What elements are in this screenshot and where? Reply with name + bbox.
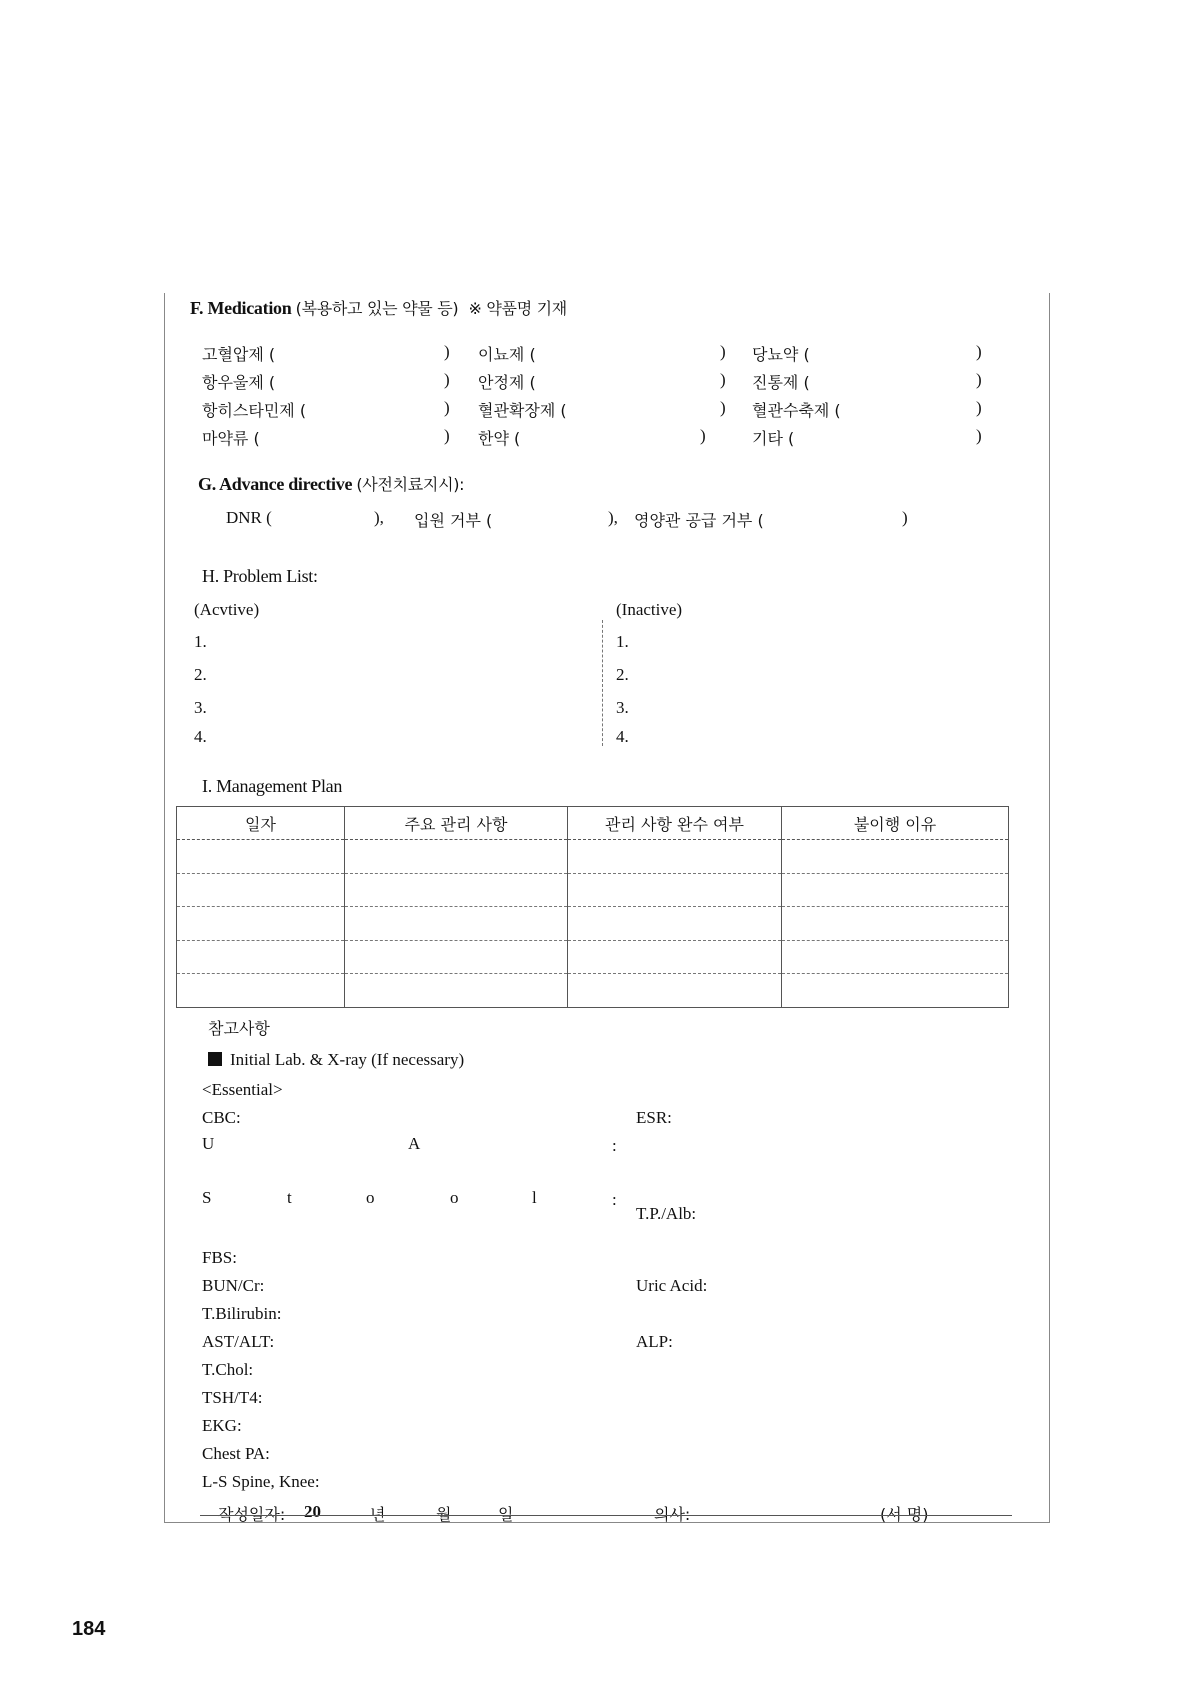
med-close: ) [444, 398, 450, 417]
ls-spine-knee-label: L-S Spine, Knee: [202, 1472, 320, 1491]
table-cell[interactable] [782, 940, 1009, 974]
table-cell[interactable] [568, 840, 782, 874]
ua-letter-u: U [202, 1134, 215, 1153]
table-row [177, 873, 1009, 907]
med-close: ) [700, 426, 706, 445]
table-cell[interactable] [782, 907, 1009, 941]
table-cell[interactable] [177, 873, 345, 907]
active-item-number: 1. [194, 632, 207, 651]
stool-letter: t [287, 1188, 292, 1207]
med-close: ) [720, 398, 726, 417]
doctor-label: 의사: [654, 1505, 691, 1524]
fbs-label: FBS: [202, 1248, 237, 1267]
section-f-heading [190, 296, 567, 319]
table-cell[interactable] [177, 974, 345, 1008]
section-g-subtitle: (사전치료지시): [356, 475, 465, 494]
feeding-refusal-close: ) [902, 508, 908, 527]
stool-letter: l [532, 1188, 537, 1207]
active-label: (Acvtive) [194, 600, 260, 619]
cbc-label: CBC: [202, 1108, 241, 1127]
table-cell[interactable] [568, 974, 782, 1008]
dnr-close: ), [374, 508, 384, 527]
med-close: ) [976, 398, 982, 417]
page-number: 184 [72, 1618, 106, 1640]
med-close: ) [976, 426, 982, 445]
med-item: 항우울제 ( [202, 373, 276, 392]
signature-line [200, 1515, 1012, 1516]
feeding-refusal-label: 영양관 공급 거부 ( [634, 511, 764, 530]
med-close: ) [976, 370, 982, 389]
year-prefix: 20 [304, 1502, 321, 1521]
section-i-title: I. Management Plan [202, 776, 343, 796]
med-close: ) [444, 426, 450, 445]
table-row [177, 974, 1009, 1008]
month-label: 월 [436, 1505, 452, 1524]
table-cell[interactable] [345, 907, 568, 941]
black-square-icon [208, 1052, 222, 1066]
ekg-label: EKG: [202, 1416, 242, 1435]
inactive-item-number: 3. [616, 698, 629, 717]
ua-letter-a: A [408, 1134, 421, 1153]
table-cell[interactable] [568, 940, 782, 974]
t-bilirubin-label: T.Bilirubin: [202, 1304, 282, 1323]
column-header-date: 일자 [177, 807, 345, 840]
med-item: 안정제 ( [478, 373, 536, 392]
stool-colon: : [612, 1190, 617, 1209]
stool-letter: S [202, 1188, 212, 1207]
admission-refusal-label: 입원 거부 ( [414, 511, 493, 530]
active-item-number: 3. [194, 698, 207, 717]
table-cell[interactable] [782, 873, 1009, 907]
med-close: ) [720, 370, 726, 389]
med-item: 이뇨제 ( [478, 345, 536, 364]
active-item-number: 2. [194, 665, 207, 684]
esr-label: ESR: [636, 1108, 672, 1127]
med-close: ) [444, 370, 450, 389]
essential-label: <Essential> [202, 1080, 283, 1099]
med-item: 한약 ( [478, 429, 521, 448]
med-close: ) [976, 342, 982, 361]
section-g-title: G. Advance directive [198, 474, 353, 494]
table-header-row [177, 807, 1009, 840]
inactive-label: (Inactive) [616, 600, 683, 619]
section-g-heading [198, 472, 464, 495]
table-cell[interactable] [345, 873, 568, 907]
med-item: 혈관수축제 ( [752, 401, 841, 420]
table-cell[interactable] [568, 873, 782, 907]
problem-list-divider [602, 620, 603, 746]
med-item: 혈관확장제 ( [478, 401, 567, 420]
dnr-label: DNR ( [226, 508, 272, 527]
med-item: 기타 ( [752, 429, 795, 448]
ast-alt-label: AST/ALT: [202, 1332, 275, 1351]
table-cell[interactable] [568, 907, 782, 941]
table-cell[interactable] [177, 907, 345, 941]
bun-cr-label: BUN/Cr: [202, 1276, 265, 1295]
section-f-subtitle: (복용하고 있는 약물 등) [295, 299, 459, 318]
med-close: ) [720, 342, 726, 361]
table-cell[interactable] [345, 840, 568, 874]
table-cell[interactable] [345, 974, 568, 1008]
management-plan-table [176, 806, 1009, 1008]
admission-refusal-close: ), [608, 508, 618, 527]
section-f-note: ※ 약품명 기재 [468, 299, 567, 318]
lab-title: Initial Lab. & X-ray (If necessary) [230, 1050, 465, 1069]
med-item: 당뇨약 ( [752, 345, 810, 364]
table-cell[interactable] [345, 940, 568, 974]
column-header-completion: 관리 사항 완수 여부 [568, 807, 782, 840]
day-label: 일 [498, 1505, 514, 1524]
med-close: ) [444, 342, 450, 361]
date-label: 작성일자: [218, 1505, 286, 1524]
table-cell[interactable] [177, 840, 345, 874]
t-chol-label: T.Chol: [202, 1360, 254, 1379]
tsh-t4-label: TSH/T4: [202, 1388, 263, 1407]
year-label: 년 [370, 1505, 386, 1524]
stool-letter: o [366, 1188, 375, 1207]
tp-alb-label: T.P./Alb: [636, 1204, 697, 1223]
alp-label: ALP: [636, 1332, 673, 1351]
table-row [177, 907, 1009, 941]
med-item: 항히스타민제 ( [202, 401, 307, 420]
chest-pa-label: Chest PA: [202, 1444, 270, 1463]
reference-note: 참고사항 [208, 1019, 270, 1038]
stool-letter: o [450, 1188, 459, 1207]
column-header-reason: 불이행 이유 [782, 807, 1009, 840]
table-cell[interactable] [782, 974, 1009, 1008]
active-item-number: 4. [194, 727, 207, 746]
med-item: 마약류 ( [202, 429, 260, 448]
section-f-title: F. Medication [190, 298, 292, 318]
inactive-item-number: 4. [616, 727, 629, 746]
lab-heading [208, 1050, 464, 1070]
table-cell[interactable] [177, 940, 345, 974]
uric-acid-label: Uric Acid: [636, 1276, 708, 1295]
table-row [177, 940, 1009, 974]
inactive-item-number: 1. [616, 632, 629, 651]
table-row [177, 840, 1009, 874]
column-header-main-item: 주요 관리 사항 [345, 807, 568, 840]
signature-label: (서 명) [880, 1505, 929, 1524]
inactive-item-number: 2. [616, 665, 629, 684]
med-item: 고혈압제 ( [202, 345, 276, 364]
med-item: 진통제 ( [752, 373, 810, 392]
ua-colon: : [612, 1136, 617, 1155]
table-cell[interactable] [782, 840, 1009, 874]
section-h-title: H. Problem List: [202, 566, 318, 586]
